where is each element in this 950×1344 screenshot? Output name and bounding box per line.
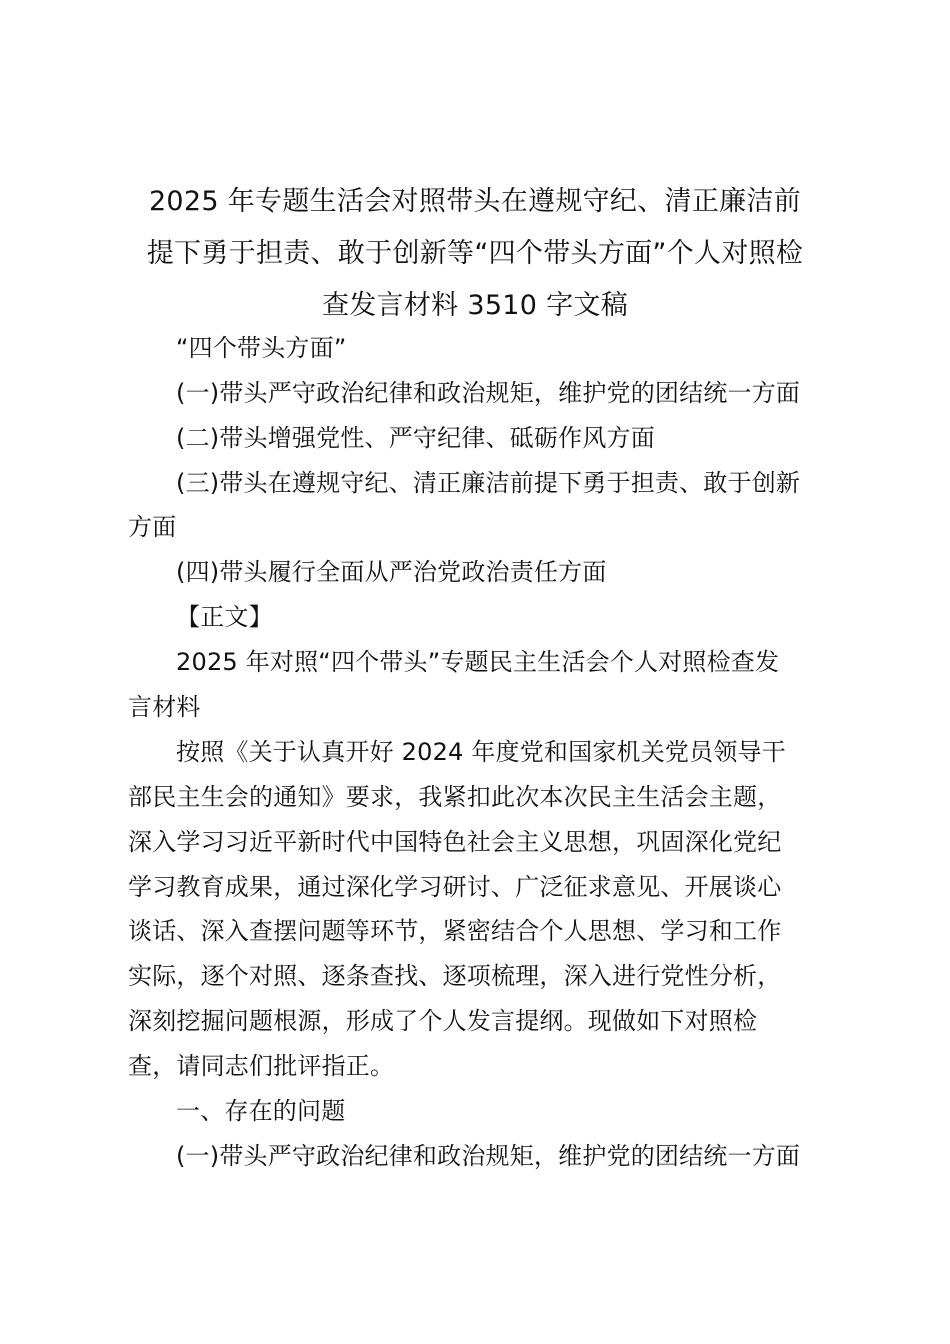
paragraph-line: 学习教育成果，通过深化学习研讨、广泛征求意见、开展谈心	[128, 873, 782, 901]
subtitle-line-1: 2025 年对照“四个带头”专题民主生活会个人对照检查发	[176, 648, 780, 676]
paragraph-line: 部民主生会的通知》要求，我紧扣此次本次民主生活会主题，	[128, 783, 782, 811]
subtitle-line-2: 言材料	[128, 693, 201, 721]
paragraph-line: 查，请同志们批评指正。	[128, 1052, 395, 1080]
paragraph-line: 深入学习习近平新时代中国特色社会主义思想，巩固深化党纪	[128, 828, 782, 856]
title-line-1: 2025 年专题生活会对照带头在遵规守纪、清正廉洁前	[148, 186, 802, 217]
paragraph-line: 实际，逐个对照、逐条查找、逐项梳理，深入进行党性分析，	[128, 962, 782, 990]
aspect-item-3: (三)带头在遵规守纪、清正廉洁前提下勇于担责、敢于创新	[176, 469, 801, 497]
aspect-item-3-continued: 方面	[128, 513, 177, 541]
paragraph-line: 深刻挖掘问题根源，形成了个人发言提纲。现做如下对照检	[128, 1007, 758, 1035]
aspect-item-1: (一)带头严守政治纪律和政治规矩，维护党的团结统一方面	[176, 379, 801, 407]
problem-item-1: (一)带头严守政治纪律和政治规矩，维护党的团结统一方面	[176, 1142, 801, 1170]
paragraph-line: 按照《关于认真开好 2024 年度党和国家机关党员领导干	[176, 738, 786, 766]
section-heading-problems: 一、存在的问题	[176, 1097, 346, 1125]
section-heading-four-aspects: “四个带头方面”	[176, 334, 347, 362]
title-line-2: 提下勇于担责、敢于创新等“四个带头方面”个人对照检	[146, 238, 804, 269]
aspect-item-2: (二)带头增强党性、严守纪律、砥砺作风方面	[176, 424, 655, 452]
aspect-item-4: (四)带头履行全面从严治党政治责任方面	[176, 558, 607, 586]
title-line-3: 查发言材料 3510 字文稿	[321, 290, 629, 321]
document-title	[120, 176, 830, 332]
paragraph-line: 谈话、深入查摆问题等环节，紧密结合个人思想、学习和工作	[128, 917, 782, 945]
main-text-label: 【正文】	[176, 603, 273, 631]
